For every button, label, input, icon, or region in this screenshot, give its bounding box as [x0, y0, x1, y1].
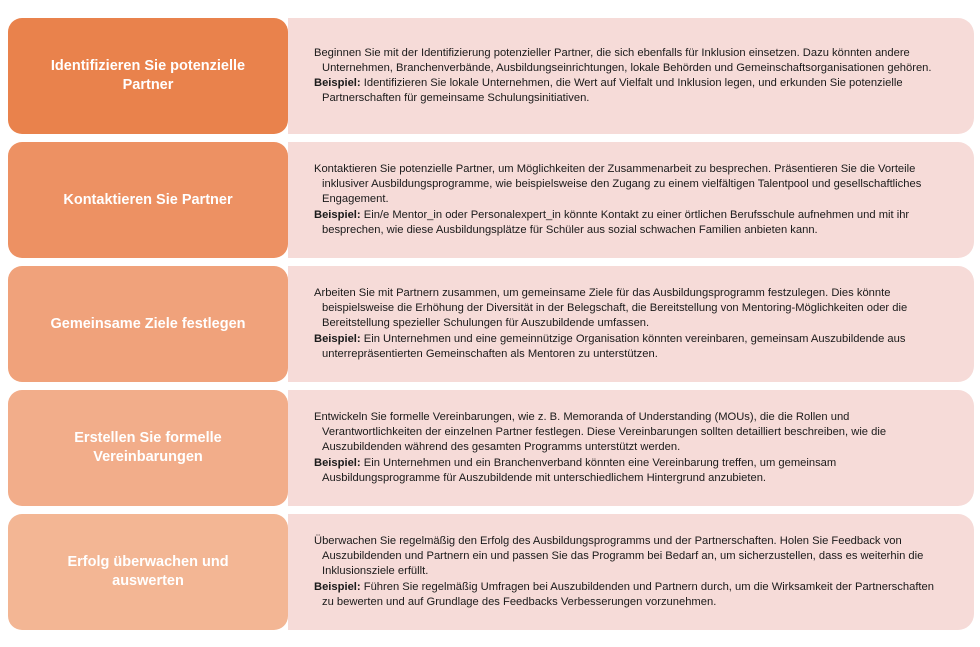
step-row-monitor-evaluate	[8, 514, 974, 630]
step-row-contact-partners	[8, 142, 974, 258]
step-title: Identifizieren Sie potenzielle Partner	[50, 58, 246, 93]
step-title-box	[8, 18, 288, 134]
step-title-box	[8, 142, 288, 258]
step-example	[314, 456, 946, 486]
example-label: Beispiel:	[314, 77, 361, 89]
example-text: Ein/e Mentor_in oder Personalexpert_in könnte Kontakt zu einer örtlichen Berufsschule aufnehmen und mit ihr besprechen, wie diese Ausbildungsplätze für Schüler aus sozial schwachen Familien anbieten kann.	[322, 208, 910, 236]
step-row-set-goals	[8, 266, 974, 382]
step-title-box	[8, 266, 288, 382]
example-label: Beispiel:	[314, 580, 361, 593]
step-description-box	[288, 18, 974, 134]
example-label: Beispiel:	[314, 456, 361, 469]
step-description-box	[288, 142, 974, 258]
step-description: Beginnen Sie mit der Identifizierung potenzieller Partner, die sich ebenfalls für Inklusion einsetzen. Dazu könnten andere Unternehmen, Branchenverbände, Ausbildungseinrichtungen, lokale Behörden und Gemeinschaftsorganisationen gehören.	[314, 46, 932, 74]
step-row-formal-agreements	[8, 390, 974, 506]
step-title: Erfolg überwachen und auswerten	[67, 554, 229, 589]
step-example	[314, 332, 946, 362]
example-text: Ein Unternehmen und eine gemeinnützige Organisation könnten vereinbaren, gemeinsam Auszubildende aus unterrepräsentierten Gemeinschaften als Mentoren zu unterstützen.	[322, 332, 906, 360]
example-label: Beispiel:	[314, 208, 361, 221]
step-title: Gemeinsame Ziele festlegen	[50, 315, 246, 332]
step-title-box	[8, 514, 288, 630]
step-title: Erstellen Sie formelle Vereinbarungen	[74, 430, 222, 465]
step-row-identify-partners	[8, 18, 974, 134]
example-text: Ein Unternehmen und ein Branchenverband könnten eine Vereinbarung treffen, um gemeinsam Ausbildungsprogramme für Auszubildende mit unterschiedlichem Hintergrund anzubieten.	[322, 456, 837, 484]
step-description: Überwachen Sie regelmäßig den Erfolg des Ausbildungsprogramms und der Partnerschaften. Holen Sie Feedback von Auszubildenden und Partnern ein und passen Sie das Programm bei Bedarf an, um sicherzustellen, dass es weiterhin die Inklusionsziele erfüllt.	[314, 534, 924, 578]
step-description-box	[288, 514, 974, 630]
step-description: Kontaktieren Sie potenzielle Partner, um Möglichkeiten der Zusammenarbeit zu besprechen. Präsentieren Sie die Vorteile inklusiver Ausbildungsprogramme, wie beispielsweise den Zugang zu einem vielfältigen Talentpool und gesellschaftliches Engagement.	[314, 162, 922, 206]
example-label: Beispiel:	[314, 332, 361, 345]
step-example	[314, 208, 946, 238]
step-description: Arbeiten Sie mit Partnern zusammen, um gemeinsame Ziele für das Ausbildungsprogramm festzulegen. Dies könnte beispielsweise die Erhöhung der Diversität in der Belegschaft, die Bereitstellung von Mentoring-Möglichkeiten oder die Bereitstellung spezieller Schulungen für Auszubildende umfassen.	[314, 286, 908, 330]
example-text: Führen Sie regelmäßig Umfragen bei Auszubildenden und Partnern durch, um die Wirksamkeit der Partnerschaften zu bewerten und auf Grundlage des Feedbacks Verbesserungen vorzunehmen.	[322, 580, 934, 608]
step-description-box	[288, 390, 974, 506]
step-title: Kontaktieren Sie Partner	[63, 191, 233, 208]
step-example	[314, 580, 946, 610]
step-description-box	[288, 266, 974, 382]
example-text: Identifizieren Sie lokale Unternehmen, die Wert auf Vielfalt und Inklusion legen, und erkunden Sie potenzielle Partnerschaften für gemeinsame Schulungsinitiativen.	[322, 77, 903, 105]
step-example	[314, 76, 946, 106]
step-title-box	[8, 390, 288, 506]
step-description: Entwickeln Sie formelle Vereinbarungen, wie z. B. Memoranda of Understanding (MOUs), die die Rollen und Verantwortlichkeiten der einzelnen Partner festlegen. Diese Vereinbarungen sollten detailliert beschreiben, wie die Auszubildenden während des gesamten Programms unterstützt werden.	[314, 410, 887, 454]
